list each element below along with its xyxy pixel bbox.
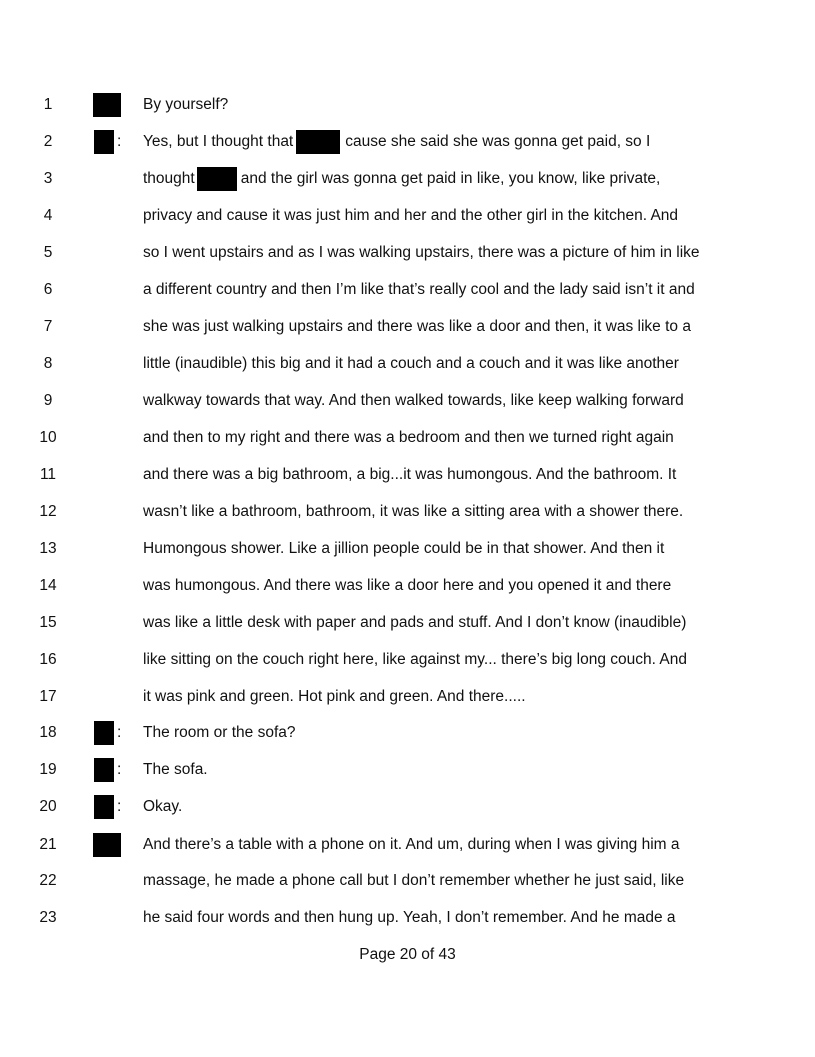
line-text: Humongous shower. Like a jillion people could be in that shower. And then it	[143, 540, 665, 557]
line-number: 15	[39, 614, 57, 631]
line-number: 22	[39, 872, 57, 889]
transcript-line	[0, 352, 815, 376]
line-text: privacy and cause it was just him and her and the other girl in the kitchen. And	[143, 207, 679, 224]
transcript-line	[0, 721, 815, 745]
line-number: 13	[39, 540, 57, 557]
redaction-block	[94, 795, 114, 819]
speaker-label	[93, 758, 133, 782]
line-number: 4	[43, 207, 53, 224]
line-text-part: Yes, but I thought that	[143, 133, 294, 150]
line-text: walkway towards that way. And then walked towards, like keep walking forward	[143, 392, 684, 409]
line-number: 23	[39, 909, 57, 926]
line-text: And there’s a table with a phone on it. And um, during when I was giving him a	[143, 836, 680, 853]
speaker-label	[93, 721, 133, 745]
line-text: like sitting on the couch right here, like against my... there’s big long couch. And	[143, 651, 687, 668]
speaker-label	[93, 130, 133, 154]
transcript-line	[0, 463, 815, 487]
line-text	[143, 167, 660, 191]
transcript-line	[0, 611, 815, 635]
line-number: 3	[43, 170, 53, 187]
redaction-block	[197, 167, 237, 191]
speaker-colon: :	[117, 133, 122, 150]
redaction-block	[296, 130, 340, 154]
transcript-line	[0, 574, 815, 598]
transcript-line	[0, 204, 815, 228]
line-number: 14	[39, 577, 57, 594]
line-text: The sofa.	[143, 761, 208, 778]
line-number: 11	[39, 466, 57, 483]
transcript-line	[0, 537, 815, 561]
redaction-block	[93, 93, 121, 117]
speaker-label	[93, 795, 133, 819]
line-text: The room or the sofa?	[143, 724, 296, 741]
line-text: he said four words and then hung up. Yeah, I don’t remember. And he made a	[143, 909, 676, 926]
line-number: 10	[39, 429, 57, 446]
speaker-colon: :	[117, 724, 122, 741]
transcript-line	[0, 500, 815, 524]
line-number: 2	[43, 133, 53, 150]
speaker-colon: :	[117, 798, 122, 815]
line-text-part: cause she said she was gonna get paid, so I	[345, 133, 651, 150]
line-number: 16	[39, 651, 57, 668]
transcript-line	[0, 315, 815, 339]
line-text: wasn’t like a bathroom, bathroom, it was like a sitting area with a shower there.	[143, 503, 684, 520]
speaker-label	[93, 833, 133, 857]
line-number: 21	[39, 836, 57, 853]
transcript-line	[0, 389, 815, 413]
transcript-line	[0, 685, 815, 709]
transcript-line	[0, 906, 815, 930]
transcript-line	[0, 93, 815, 117]
line-number: 12	[39, 503, 57, 520]
line-text-part: thought	[143, 170, 195, 187]
transcript-line	[0, 869, 815, 893]
line-number: 6	[43, 281, 53, 298]
line-number: 1	[43, 96, 53, 113]
speaker-label	[93, 93, 133, 117]
transcript-line	[0, 426, 815, 450]
line-number: 20	[39, 798, 57, 815]
transcript-line	[0, 833, 815, 857]
transcript-line	[0, 758, 815, 782]
line-text: she was just walking upstairs and there was like a door and then, it was like to a	[143, 318, 691, 335]
transcript-line	[0, 167, 815, 191]
line-text: a different country and then I’m like that’s really cool and the lady said isn’t it and	[143, 281, 695, 298]
line-number: 8	[43, 355, 53, 372]
page-footer	[0, 943, 815, 967]
line-number: 17	[39, 688, 57, 705]
line-text: was like a little desk with paper and pads and stuff. And I don’t know (inaudible)	[143, 614, 687, 631]
redaction-block	[94, 130, 114, 154]
line-text: and there was a big bathroom, a big...it was humongous. And the bathroom. It	[143, 466, 677, 483]
line-number: 7	[43, 318, 53, 335]
transcript-line	[0, 130, 815, 154]
line-text: was humongous. And there was like a door here and you opened it and there	[143, 577, 672, 594]
line-number: 19	[39, 761, 57, 778]
speaker-colon: :	[117, 761, 122, 778]
line-text: so I went upstairs and as I was walking upstairs, there was a picture of him in like	[143, 244, 700, 261]
redaction-block	[94, 721, 114, 745]
line-number: 9	[43, 392, 53, 409]
line-text: By yourself?	[143, 96, 229, 113]
transcript-line	[0, 278, 815, 302]
line-text: little (inaudible) this big and it had a couch and a couch and it was like another	[143, 355, 679, 372]
page-number-label: Page 20 of 43	[359, 946, 456, 963]
line-text: and then to my right and there was a bedroom and then we turned right again	[143, 429, 674, 446]
line-number: 18	[39, 724, 57, 741]
redaction-block	[93, 833, 121, 857]
line-text-part: and the girl was gonna get paid in like, you know, like private,	[240, 170, 661, 187]
line-text: it was pink and green. Hot pink and green. And there.....	[143, 688, 526, 705]
line-text	[143, 130, 650, 154]
line-number: 5	[43, 244, 53, 261]
line-text: Okay.	[143, 798, 183, 815]
transcript-line	[0, 648, 815, 672]
transcript-line	[0, 795, 815, 819]
line-text: massage, he made a phone call but I don’t remember whether he just said, like	[143, 872, 685, 889]
redaction-block	[94, 758, 114, 782]
transcript-line	[0, 241, 815, 265]
